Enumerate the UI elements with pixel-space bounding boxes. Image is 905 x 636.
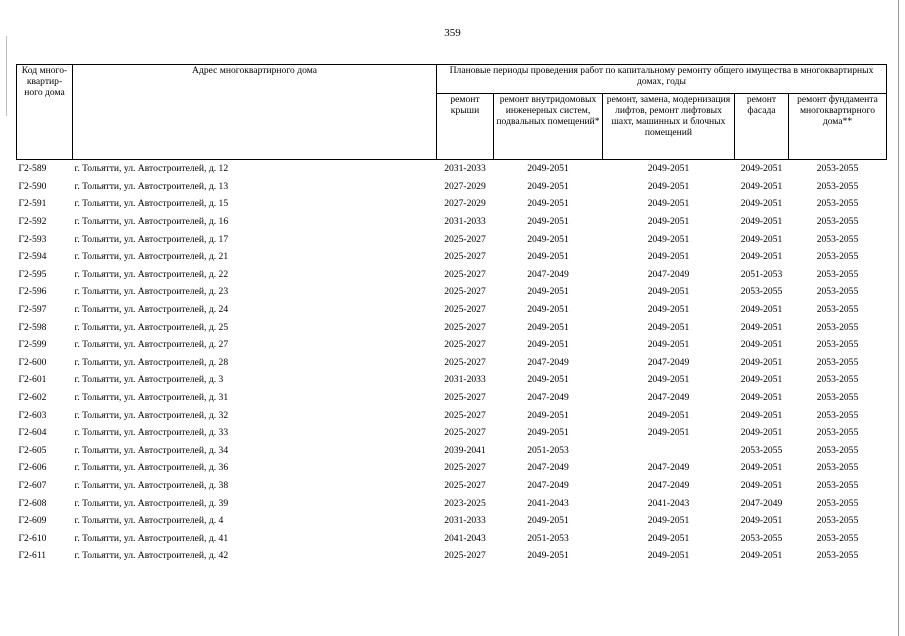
- cell-facade: 2049-2051: [740, 233, 783, 245]
- cell-code: Г2-602: [18, 392, 47, 404]
- cell-roof: 2025-2027: [444, 268, 486, 280]
- cell-address: г. Тольятти, ул. Автостроителей, д. 38: [74, 479, 229, 491]
- cell-facade: 2053-2055: [740, 286, 783, 298]
- header-facade: ремонт фасада: [735, 94, 789, 160]
- cell-foundation: 2053-2055: [816, 268, 859, 280]
- cell-foundation: 2053-2055: [816, 409, 859, 421]
- table-row: [17, 424, 887, 442]
- cell-lifts: 2049-2051: [647, 180, 690, 192]
- cell-code: Г2-597: [18, 304, 47, 316]
- cell-code: Г2-599: [18, 339, 47, 351]
- header-code: Код много-квартир-ного дома: [17, 65, 73, 160]
- cell-lifts: 2049-2051: [647, 339, 690, 351]
- cell-roof: 2031-2033: [444, 515, 486, 527]
- table-row: [17, 336, 887, 354]
- cell-roof: 2025-2027: [444, 392, 486, 404]
- cell-facade: 2049-2051: [740, 339, 783, 351]
- cell-foundation: 2053-2055: [816, 356, 859, 368]
- cell-roof: 2025-2027: [444, 339, 486, 351]
- cell-address: г. Тольятти, ул. Автостроителей, д. 32: [74, 409, 229, 421]
- cell-code: Г2-594: [18, 251, 47, 263]
- cell-address: г. Тольятти, ул. Автостроителей, д. 41: [74, 532, 229, 544]
- table-row: [17, 494, 887, 512]
- cell-systems: 2049-2051: [527, 304, 569, 316]
- table-row: [17, 230, 887, 248]
- cell-code: Г2-600: [18, 356, 47, 368]
- cell-address: г. Тольятти, ул. Автостроителей, д. 25: [74, 321, 229, 333]
- cell-code: Г2-595: [18, 268, 47, 280]
- table-row: [17, 318, 887, 336]
- cell-lifts: 2049-2051: [647, 163, 690, 175]
- cell-address: г. Тольятти, ул. Автостроителей, д. 12: [74, 163, 229, 175]
- cell-roof: 2025-2027: [444, 286, 486, 298]
- cell-facade: 2049-2051: [740, 163, 783, 175]
- cell-lifts: 2049-2051: [647, 233, 690, 245]
- cell-address: г. Тольятти, ул. Автостроителей, д. 21: [74, 251, 229, 263]
- cell-facade: 2049-2051: [740, 251, 783, 263]
- table-row: [17, 477, 887, 495]
- cell-systems: 2047-2049: [527, 268, 569, 280]
- cell-address: г. Тольятти, ул. Автостроителей, д. 28: [74, 356, 229, 368]
- cell-facade: 2053-2055: [740, 444, 783, 456]
- cell-facade: 2053-2055: [740, 532, 783, 544]
- cell-facade: 2051-2053: [740, 268, 783, 280]
- repair-schedule-table: [16, 64, 887, 565]
- cell-code: Г2-589: [18, 163, 47, 175]
- cell-roof: 2025-2027: [444, 479, 486, 491]
- cell-roof: 2031-2033: [444, 163, 486, 175]
- cell-lifts: 2049-2051: [647, 321, 690, 333]
- cell-systems: 2049-2051: [527, 180, 569, 192]
- cell-lifts: 2049-2051: [647, 550, 690, 562]
- page-number: 359: [444, 27, 461, 39]
- cell-systems: 2041-2043: [527, 497, 569, 509]
- cell-lifts: 2049-2051: [647, 374, 690, 386]
- cell-foundation: 2053-2055: [816, 180, 859, 192]
- cell-roof: 2025-2027: [444, 321, 486, 333]
- cell-address: г. Тольятти, ул. Автостроителей, д. 39: [74, 497, 229, 509]
- cell-roof: 2025-2027: [444, 462, 486, 474]
- cell-foundation: 2053-2055: [816, 216, 859, 228]
- cell-code: Г2-606: [18, 462, 47, 474]
- cell-roof: 2025-2027: [444, 427, 486, 439]
- table-row: [17, 213, 887, 231]
- cell-foundation: 2053-2055: [816, 497, 859, 509]
- cell-foundation: 2053-2055: [816, 550, 859, 562]
- cell-systems: 2047-2049: [527, 356, 569, 368]
- cell-foundation: 2053-2055: [816, 198, 859, 210]
- table-row: [17, 547, 887, 565]
- cell-code: Г2-591: [18, 198, 47, 210]
- cell-lifts: 2049-2051: [647, 515, 690, 527]
- cell-lifts: 2049-2051: [647, 409, 690, 421]
- cell-systems: 2051-2053: [527, 532, 569, 544]
- table-row: [17, 160, 887, 178]
- cell-foundation: 2053-2055: [816, 479, 859, 491]
- cell-systems: 2049-2051: [527, 339, 569, 351]
- cell-facade: 2049-2051: [740, 216, 783, 228]
- cell-lifts: 2049-2051: [647, 304, 690, 316]
- table-row: [17, 354, 887, 372]
- cell-code: Г2-604: [18, 427, 47, 439]
- header-lifts: ремонт, замена, модернизация лифтов, ремонт лифтовых шахт, машинных и блочных помещений: [603, 94, 735, 160]
- cell-address: г. Тольятти, ул. Автостроителей, д. 34: [74, 444, 229, 456]
- cell-facade: 2049-2051: [740, 515, 783, 527]
- cell-systems: 2049-2051: [527, 216, 569, 228]
- table-row: [17, 283, 887, 301]
- cell-systems: 2049-2051: [527, 374, 569, 386]
- cell-foundation: 2053-2055: [816, 321, 859, 333]
- cell-lifts: 2041-2043: [647, 497, 690, 509]
- cell-address: г. Тольятти, ул. Автостроителей, д. 13: [74, 180, 229, 192]
- cell-address: г. Тольятти, ул. Автостроителей, д. 36: [74, 462, 229, 474]
- table-row: [17, 371, 887, 389]
- cell-roof: 2025-2027: [444, 356, 486, 368]
- cell-address: г. Тольятти, ул. Автостроителей, д. 4: [74, 515, 224, 527]
- header-periods: Плановые периоды проведения работ по капитальному ремонту общего имущества в многоквартирных домах, годы: [437, 65, 887, 94]
- cell-roof: 2023-2025: [444, 497, 486, 509]
- cell-systems: 2049-2051: [527, 409, 569, 421]
- header-roof: ремонт крыши: [437, 94, 494, 160]
- table-body: [17, 160, 887, 565]
- cell-systems: 2049-2051: [527, 233, 569, 245]
- cell-systems: 2047-2049: [527, 479, 569, 491]
- cell-address: г. Тольятти, ул. Автостроителей, д. 22: [74, 268, 229, 280]
- cell-code: Г2-609: [18, 515, 47, 527]
- cell-roof: 2039-2041: [444, 444, 486, 456]
- cell-systems: 2049-2051: [527, 163, 569, 175]
- cell-address: г. Тольятти, ул. Автостроителей, д. 23: [74, 286, 229, 298]
- cell-roof: 2025-2027: [444, 409, 486, 421]
- cell-systems: 2049-2051: [527, 427, 569, 439]
- cell-roof: 2025-2027: [444, 304, 486, 316]
- cell-roof: 2025-2027: [444, 550, 486, 562]
- cell-lifts: 2049-2051: [647, 427, 690, 439]
- cell-lifts: [603, 442, 735, 460]
- table-row: [17, 248, 887, 266]
- cell-facade: 2049-2051: [740, 356, 783, 368]
- cell-address: г. Тольятти, ул. Автостроителей, д. 17: [74, 233, 229, 245]
- table-row: [17, 266, 887, 284]
- cell-facade: 2047-2049: [740, 497, 783, 509]
- cell-code: Г2-590: [18, 180, 47, 192]
- cell-roof: 2027-2029: [444, 198, 486, 210]
- cell-facade: 2049-2051: [740, 198, 783, 210]
- cell-systems: 2049-2051: [527, 198, 569, 210]
- cell-foundation: 2053-2055: [816, 374, 859, 386]
- cell-lifts: 2049-2051: [647, 532, 690, 544]
- cell-code: Г2-592: [18, 216, 47, 228]
- cell-facade: 2049-2051: [740, 427, 783, 439]
- cell-facade: 2049-2051: [740, 304, 783, 316]
- cell-code: Г2-593: [18, 233, 47, 245]
- table-row: [17, 301, 887, 319]
- cell-address: г. Тольятти, ул. Автостроителей, д. 42: [74, 550, 229, 562]
- cell-facade: 2049-2051: [740, 409, 783, 421]
- table-row: [17, 459, 887, 477]
- cell-facade: 2049-2051: [740, 479, 783, 491]
- cell-address: г. Тольятти, ул. Автостроителей, д. 31: [74, 392, 229, 404]
- table-row: [17, 195, 887, 213]
- cell-roof: 2041-2043: [444, 532, 486, 544]
- cell-foundation: 2053-2055: [816, 462, 859, 474]
- header-systems: ремонт внутридомовых инженерных систем, подвальных помещений*: [494, 94, 603, 160]
- cell-foundation: 2053-2055: [816, 286, 859, 298]
- cell-lifts: 2049-2051: [647, 198, 690, 210]
- cell-roof: 2025-2027: [444, 233, 486, 245]
- cell-systems: 2049-2051: [527, 321, 569, 333]
- cell-facade: 2049-2051: [740, 462, 783, 474]
- cell-code: Г2-601: [18, 374, 47, 386]
- cell-systems: 2049-2051: [527, 286, 569, 298]
- cell-address: г. Тольятти, ул. Автостроителей, д. 15: [74, 198, 229, 210]
- cell-foundation: 2053-2055: [816, 392, 859, 404]
- cell-address: г. Тольятти, ул. Автостроителей, д. 27: [74, 339, 229, 351]
- cell-code: Г2-598: [18, 321, 47, 333]
- cell-lifts: 2047-2049: [647, 392, 690, 404]
- cell-systems: 2049-2051: [527, 550, 569, 562]
- cell-lifts: 2049-2051: [647, 286, 690, 298]
- cell-lifts: 2047-2049: [647, 268, 690, 280]
- cell-address: г. Тольятти, ул. Автостроителей, д. 16: [74, 216, 229, 228]
- cell-code: Г2-596: [18, 286, 47, 298]
- table-row: [17, 389, 887, 407]
- cell-foundation: 2053-2055: [816, 444, 859, 456]
- header-address: Адрес многоквартирного дома: [73, 65, 437, 160]
- cell-roof: 2031-2033: [444, 216, 486, 228]
- cell-code: Г2-608: [18, 497, 47, 509]
- cell-code: Г2-603: [18, 409, 47, 421]
- cell-roof: 2027-2029: [444, 180, 486, 192]
- cell-code: Г2-610: [18, 532, 47, 544]
- cell-systems: 2049-2051: [527, 251, 569, 263]
- cell-foundation: 2053-2055: [816, 532, 859, 544]
- scan-edge-mark: [6, 36, 7, 116]
- cell-foundation: 2053-2055: [816, 515, 859, 527]
- cell-lifts: 2049-2051: [647, 216, 690, 228]
- cell-code: Г2-607: [18, 479, 47, 491]
- cell-systems: 2051-2053: [527, 444, 569, 456]
- cell-lifts: 2047-2049: [647, 479, 690, 491]
- table-row: [17, 178, 887, 196]
- cell-lifts: 2047-2049: [647, 462, 690, 474]
- cell-facade: 2049-2051: [740, 321, 783, 333]
- cell-foundation: 2053-2055: [816, 339, 859, 351]
- cell-foundation: 2053-2055: [816, 304, 859, 316]
- cell-address: г. Тольятти, ул. Автостроителей, д. 33: [74, 427, 229, 439]
- cell-systems: 2047-2049: [527, 392, 569, 404]
- cell-facade: 2049-2051: [740, 374, 783, 386]
- cell-foundation: 2053-2055: [816, 163, 859, 175]
- cell-systems: 2049-2051: [527, 515, 569, 527]
- cell-facade: 2049-2051: [740, 392, 783, 404]
- cell-roof: 2031-2033: [444, 374, 486, 386]
- cell-address: г. Тольятти, ул. Автостроителей, д. 24: [74, 304, 229, 316]
- cell-foundation: 2053-2055: [816, 251, 859, 263]
- header-foundation: ремонт фундамента многоквартирного дома**: [789, 94, 887, 160]
- cell-foundation: 2053-2055: [816, 233, 859, 245]
- cell-facade: 2049-2051: [740, 180, 783, 192]
- cell-code: Г2-605: [18, 444, 47, 456]
- cell-lifts: 2049-2051: [647, 251, 690, 263]
- table-row: [17, 512, 887, 530]
- cell-code: Г2-611: [18, 550, 47, 562]
- cell-lifts: 2047-2049: [647, 356, 690, 368]
- cell-address: г. Тольятти, ул. Автостроителей, д. 3: [74, 374, 224, 386]
- scan-edge-line: [898, 0, 899, 636]
- table-row: [17, 529, 887, 547]
- table-row: [17, 406, 887, 424]
- cell-facade: 2049-2051: [740, 550, 783, 562]
- table-row: [17, 442, 887, 460]
- cell-systems: 2047-2049: [527, 462, 569, 474]
- cell-roof: 2025-2027: [444, 251, 486, 263]
- cell-foundation: 2053-2055: [816, 427, 859, 439]
